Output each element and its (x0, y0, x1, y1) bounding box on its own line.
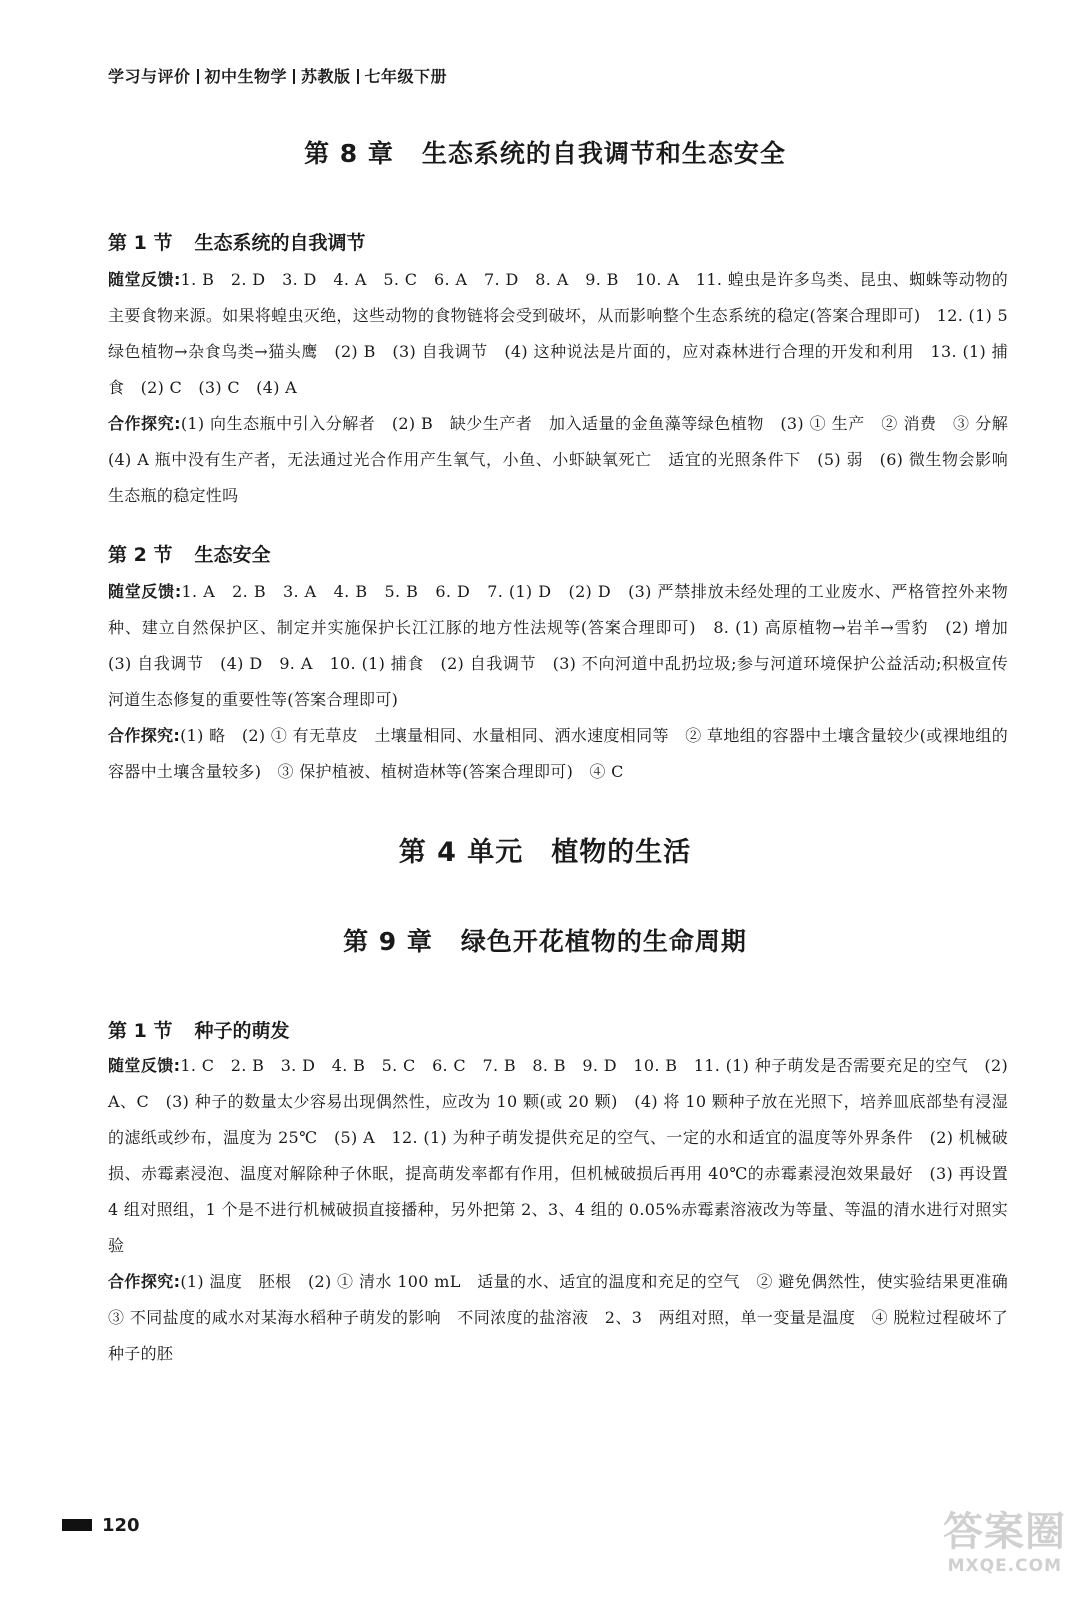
feedback-answers (108, 262, 1025, 406)
header-divider (357, 69, 359, 84)
section-name: 生态安全 (194, 544, 271, 566)
explore-label: 合作探究: (108, 726, 181, 745)
header-subject: 初中生物学 (204, 67, 288, 86)
watermark-logo: 答案圈 (943, 1509, 1066, 1555)
header-grade: 七年级下册 (364, 67, 448, 86)
section-number: 第 1 节 (108, 232, 173, 254)
header-edition: 苏教版 (301, 67, 351, 86)
page-header (108, 64, 447, 87)
feedback-label: 随堂反馈: (108, 270, 181, 289)
explore-text: (1) 向生态瓶中引入分解者 (2) B 缺少生产者 加入适量的金鱼藻等绿色植物 (3) ① 生产 ② 消费 ③ 分解 (4) A 瓶中没有生产者，无法通过光合作用产生氧气，小鱼、小虾缺氧死亡 适宜的光照条件下 (5) 弱 (6) 微生物会影响生态瓶的稳定性吗 (108, 414, 1025, 505)
chapter-name: 绿色开花植物的生命周期 (460, 927, 747, 956)
header-divider (197, 69, 199, 84)
feedback-label: 随堂反馈: (108, 582, 182, 601)
section-heading-ecosystem-regulation (108, 228, 365, 255)
page-number-bar (62, 1519, 92, 1531)
section-name: 种子的萌发 (194, 1020, 290, 1042)
section-heading-ecological-safety (108, 540, 270, 567)
explore-answers (108, 1264, 1025, 1372)
section-number: 第 1 节 (108, 1020, 173, 1042)
watermark (926, 1500, 1066, 1580)
unit-4-title (0, 830, 1090, 869)
feedback-text: 1. B 2. D 3. D 4. A 5. C 6. A 7. D 8. A 9. B 10. A 11. 蝗虫是许多鸟类、昆虫、蜘蛛等动物的主要食物来源。如果将蝗虫灭绝，这些动物的食物链将会受到破坏，从而影响整个生态系统的稳定(答案合理即可) 12. (1) 5 绿色植物→杂食鸟类→猫头鹰 (2) B (3) 自我调节 (4) 这种说法是片面的，应对森林进行合理的开发和利用 13. (1) 捕食 (2) C (3) C (4) A (108, 270, 1025, 397)
header-divider (293, 69, 295, 84)
chapter-number: 第 8 章 (304, 139, 394, 168)
explore-text: (1) 略 (2) ① 有无草皮 土壤量相同、水量相同、洒水速度相同等 ② 草地组的容器中土壤含量较少(或裸地组的容器中土壤含量较多) ③ 保护植被、植树造林等(答案合理即可) ④ C (108, 726, 1009, 781)
chapter-name: 生态系统的自我调节和生态安全 (421, 139, 786, 168)
feedback-label: 随堂反馈: (108, 1056, 181, 1075)
chapter-9-title (0, 922, 1090, 958)
explore-label: 合作探究: (108, 1272, 181, 1291)
explore-text: (1) 温度 胚根 (2) ① 清水 100 mL 适量的水、适宜的温度和充足的空气 ② 避免偶然性，使实验结果更准确 ③ 不同盐度的咸水对某海水稻种子萌发的影响 不同浓度的盐溶液 2、3 两组对照，单一变量是温度 ④ 脱粒过程破坏了种子的胚 (108, 1272, 1025, 1363)
feedback-text: 1. C 2. B 3. D 4. B 5. C 6. C 7. B 8. B 9. D 10. B 11. (1) 种子萌发是否需要充足的空气 (2) A、C (3) 种子的数量太少容易出现偶然性，应改为 10 颗(或 20 颗) (4) 将 10 颗种子放在光照下，培养皿底部垫有浸湿的滤纸或纱布，温度为 25℃ (5) A 12. (1) 为种子萌发提供充足的空气、一定的水和适宜的温度等外界条件 (2) 机械破损、赤霉素浸泡、温度对解除种子休眠，提高萌发率都有作用，但机械破损后再用 40℃的赤霉素浸泡效果最好 (3) 再设置 4 组对照组，1 个是不进行机械破损直接播种，另外把第 2、3、4 组的 0.05%赤霉素溶液改为等量、等温的清水进行对照实验 (108, 1056, 1008, 1255)
feedback-answers (108, 1048, 1008, 1264)
chapter-8-title (0, 134, 1090, 170)
explore-answers (108, 718, 1008, 790)
watermark-site: MXQE.COM (947, 1556, 1062, 1576)
chapter-number: 第 9 章 (343, 927, 433, 956)
page-number: 120 (102, 1514, 140, 1536)
unit-number: 第 4 单元 (398, 837, 524, 868)
section-name: 生态系统的自我调节 (194, 232, 366, 254)
feedback-text: 1. A 2. B 3. A 4. B 5. B 6. D 7. (1) D (2) D (3) 严禁排放未经处理的工业废水、严格管控外来物种、建立自然保护区、制定并实施保护长江江豚的地方性法规等(答案合理即可) 8. (1) 高原植物→岩羊→雪豹 (2) 增加 (3) 自我调节 (4) D 9. A 10. (1) 捕食 (2) 自我调节 (3) 不向河道中乱扔垃圾;参与河道环境保护公益活动;积极宣传河道生态修复的重要性等(答案合理即可) (108, 582, 1025, 709)
section-number: 第 2 节 (108, 544, 173, 566)
feedback-answers (108, 574, 1025, 718)
page-footer (62, 1510, 140, 1540)
explore-answers (108, 406, 1025, 514)
unit-name: 植物的生活 (551, 837, 692, 868)
section-heading-seed-germination (108, 1016, 289, 1043)
explore-label: 合作探究: (108, 414, 181, 433)
header-book: 学习与评价 (108, 67, 191, 86)
